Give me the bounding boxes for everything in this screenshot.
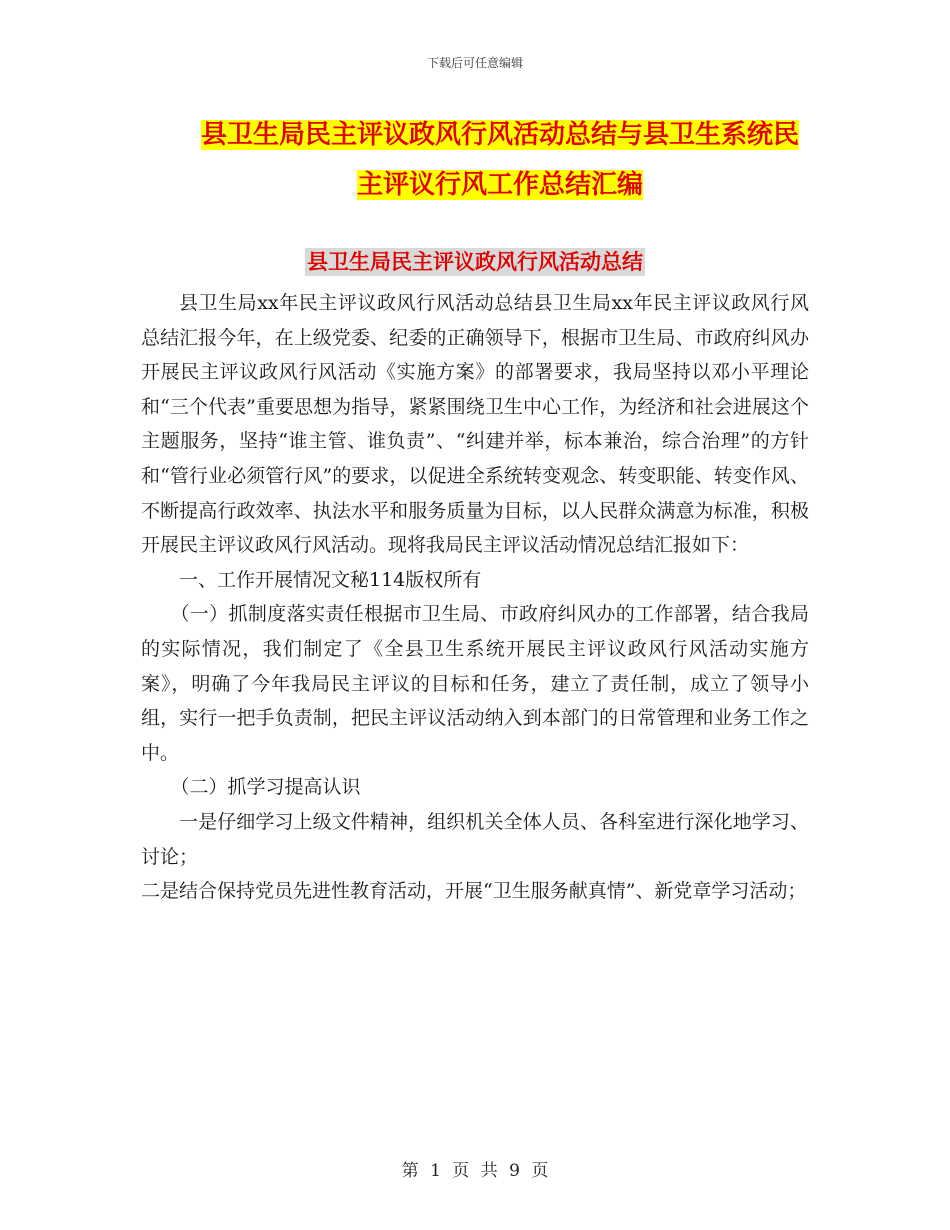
title-line-1: 县卫生局民主评议政风行风活动总结与县卫生系统民 [200, 120, 799, 150]
paragraph: 一、工作开展情况文秘114版权所有 [179, 568, 482, 591]
paragraph: （一）抓制度落实责任根据市卫生局、市政府纠风办的工作部署，结合我局的实际情况，我们制定了《全县卫生系统开展民主评议政风行风活动实施方案》，明确了今年我局民主评议的目标和任务，建立了责任制，成立了领导小组，实行一把手负责制，把民主评议活动纳入到本部门的日常管理和业务工作之中。 [141, 603, 809, 764]
paragraph: （二）抓学习提高认识 [170, 776, 361, 799]
document-title [190, 110, 810, 210]
paragraph: 县卫生局xx年民主评议政风行风活动总结县卫生局xx年民主评议政风行风总结汇报今年，在上级党委、纪委的正确领导下，根据市卫生局、市政府纠风办开展民主评议政风行风活动《实施方案》的部署要求，我局坚持以邓小平理论和“三个代表”重要思想为指导，紧紧围绕卫生中心工作，为经济和社会进展这个主题服务，坚持“谁主管、谁负责”、“纠建并举，标本兼治，综合治理”的方针和“管行业必须管行风”的要求，以促进全系统转变观念、转变职能、转变作风、不断提高行政效率、执法水平和服务质量为目标，以人民群众满意为标准，积极开展民主评议政风行风活动。现将我局民主评议活动情况总结汇报如下： [141, 292, 809, 557]
section-title-text: 县卫生局民主评议政风行风活动总结 [307, 250, 643, 274]
section-title [0, 246, 950, 276]
title-line-2: 主评议行风工作总结汇编 [356, 170, 643, 200]
paragraph: 一是仔细学习上级文件精神，组织机关全体人员、各科室进行深化地学习、讨论； [141, 810, 809, 868]
header-note: 下载后可任意编辑 [426, 56, 523, 70]
page-footer: 第 1 页 共 9 页 [401, 1161, 549, 1181]
body-text [141, 286, 809, 909]
paragraph: 二是结合保持党员先进性教育活动，开展“卫生服务献真情”、新党章学习活动； [141, 880, 807, 903]
